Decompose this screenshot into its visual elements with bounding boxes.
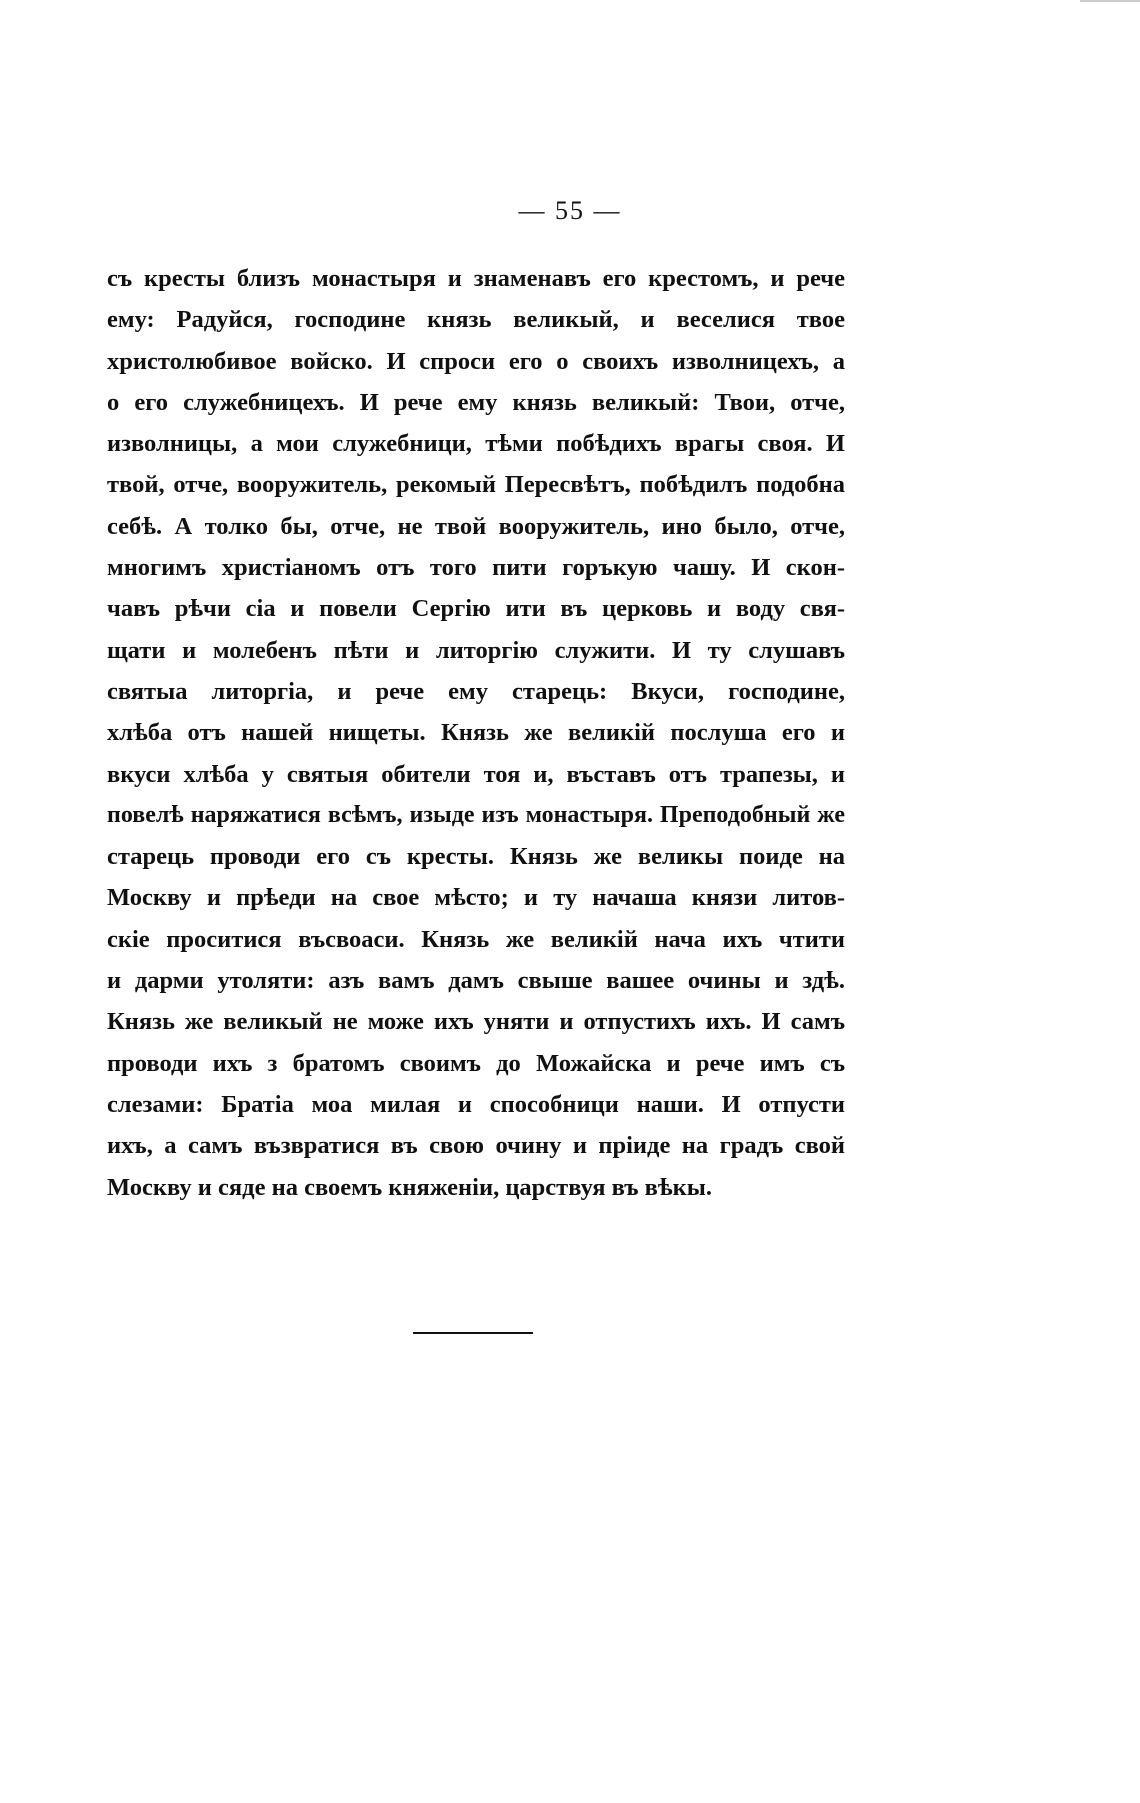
text-line: хлѣба отъ нашей нищеты. Князь же великій послуша его и	[107, 719, 845, 747]
text-line: слезами: Братіа моа милая и способници наши. И отпусти	[107, 1090, 845, 1118]
text-line: и дарми утоляти: азъ вамъ дамъ свыше вашее очины и здѣ.	[107, 967, 845, 995]
text-line: твой, отче, вооружитель, рекомый Пересвѣтъ, побѣдилъ подобна	[107, 471, 845, 499]
text-line: изволницы, а мои служебници, тѣми побѣдихъ врагы своя. И	[107, 430, 845, 458]
text-line: ихъ, а самъ възвратися въ свою очину и пріиде на градъ свой	[107, 1132, 845, 1160]
text-line: Князь же великый не може ихъ уняти и отпустихъ ихъ. И самъ	[107, 1008, 845, 1036]
text-line: о его служебницехъ. И рече ему князь великый: Твои, отче,	[107, 388, 845, 416]
scan-edge-mark	[1080, 0, 1140, 2]
text-line: вкуси хлѣба у святыя обители тоя и, въставъ отъ трапезы, и	[107, 760, 845, 788]
text-line: старець проводи его съ кресты. Князь же великы поиде на	[107, 843, 845, 871]
text-line: скіе проситися въсвоаси. Князь же великій нача ихъ чтити	[107, 925, 845, 953]
body-text	[107, 258, 845, 1208]
text-line: чавъ рѣчи сіа и повели Сергію ити въ церковь и воду свя-	[107, 595, 845, 623]
text-line: себѣ. А толко бы, отче, не твой вооружитель, ино было, отче,	[107, 512, 845, 540]
text-line: повелѣ наряжатися всѣмъ, изыде изъ монастыря. Преподобный же	[107, 801, 845, 828]
text-line: многимъ христіаномъ отъ того пити горъкую чашу. И скон-	[107, 554, 845, 582]
text-line: проводи ихъ з братомъ своимъ до Можайска и рече имъ съ	[107, 1049, 845, 1077]
text-line-last: Москву и сяде на своемъ княженіи, царствуя въ вѣкы.	[107, 1173, 712, 1201]
section-divider	[413, 1332, 533, 1334]
text-line: христолюбивое войско. И спроси его о своихъ изволницехъ, а	[107, 347, 845, 375]
page-number: — 55 —	[518, 196, 622, 225]
text-line: Москву и прѣеди на свое мѣсто; и ту начаша князи литов-	[107, 884, 845, 912]
text-line: святыа литоргіа, и рече ему старець: Вкуси, господине,	[107, 677, 845, 705]
text-line: ему: Радуйся, господине князь великый, и веселися твое	[107, 306, 845, 334]
text-line: щати и молебенъ пѣти и литоргію служити. И ту слушавъ	[107, 636, 845, 664]
text-line: съ кресты близъ монастыря и знаменавъ его крестомъ, и рече	[107, 265, 845, 292]
